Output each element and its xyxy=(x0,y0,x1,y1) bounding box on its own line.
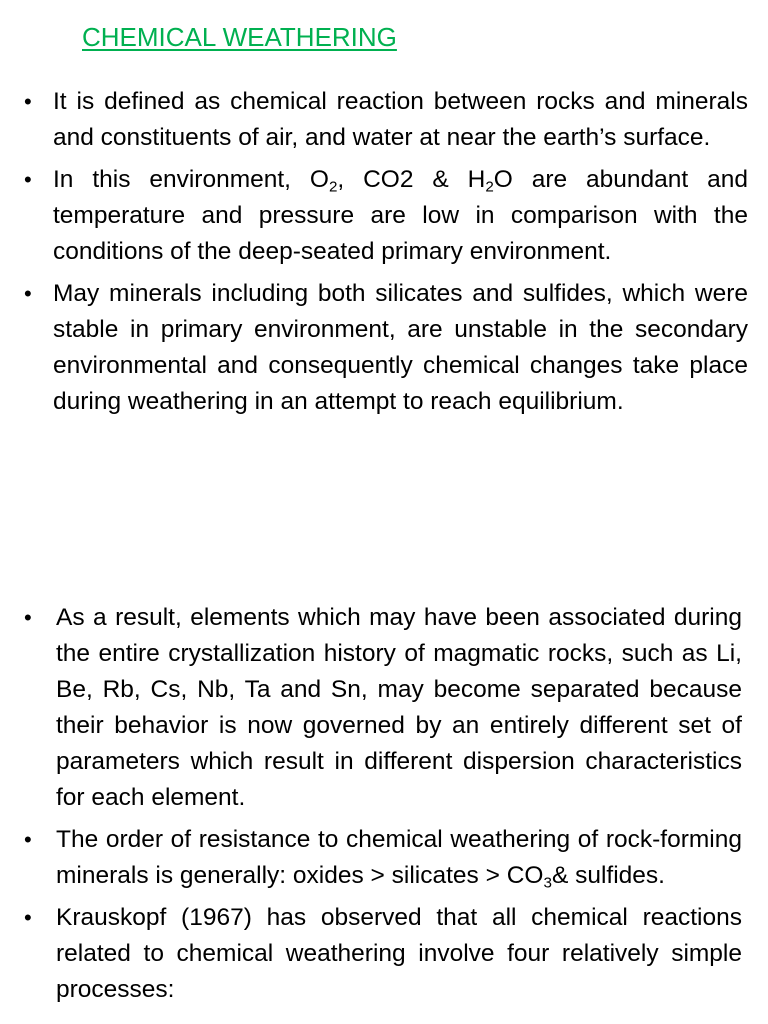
bullet-text: The order of resistance to chemical weathering of rock-forming minerals is generally: oxides > silicates > $CO_3\&$ sulfides. xyxy=(56,826,742,892)
slide-chemical-weathering xyxy=(0,0,768,500)
bullet-item-resistance xyxy=(24,822,742,894)
bullet-item-krauskopf xyxy=(24,900,742,1008)
bullet-icon: • xyxy=(24,167,32,192)
bullet-item-definition xyxy=(24,84,748,156)
bullet-item-elements xyxy=(24,600,742,816)
subscript: 2 xyxy=(328,178,338,196)
bullet-icon: • xyxy=(24,827,32,852)
subscript: 3 xyxy=(543,874,552,892)
bullet-text: Krauskopf (1967) has observed that all chemical reactions related to chemical weathering involve four relatively simple processes: xyxy=(56,904,742,1003)
page-title: CHEMICAL WEATHERING xyxy=(82,22,397,52)
bullet-text: As a result, elements which may have been associated during the entire crystallization history of magmatic rocks, such as Li, Be, Rb, Cs, Nb, Ta and Sn, may become separated because their behavior is now governed by an entirely different set of parameters which result in different dispersion characteristics for each element. xyxy=(56,604,742,811)
bullet-text: May minerals including both silicates and sulfides, which were stable in primary environment, are unstable in the secondary environmental and consequently chemical changes take place during weathering in an attempt to reach equilibrium. xyxy=(53,280,748,415)
subscript: 2 xyxy=(485,178,494,196)
bullet-icon: • xyxy=(24,89,32,114)
bullet-item-minerals xyxy=(24,276,748,420)
slide-continued xyxy=(0,594,768,1024)
bullet-item-environment xyxy=(24,162,748,270)
bullet-text: In this environment, $O_2$, CO2 & $H_2O$ are abundant and temperature and pressure are low in comparison with the conditions of the deep-seated primary environment. xyxy=(53,166,749,265)
bullet-icon: • xyxy=(24,281,32,306)
bullet-icon: • xyxy=(24,605,32,630)
bullet-list xyxy=(24,600,742,1014)
bullet-list xyxy=(24,84,748,426)
bullet-text: It is defined as chemical reaction between rocks and minerals and constituents of air, and water at near the earth’s surface. xyxy=(53,88,748,151)
bullet-icon: • xyxy=(24,905,32,930)
